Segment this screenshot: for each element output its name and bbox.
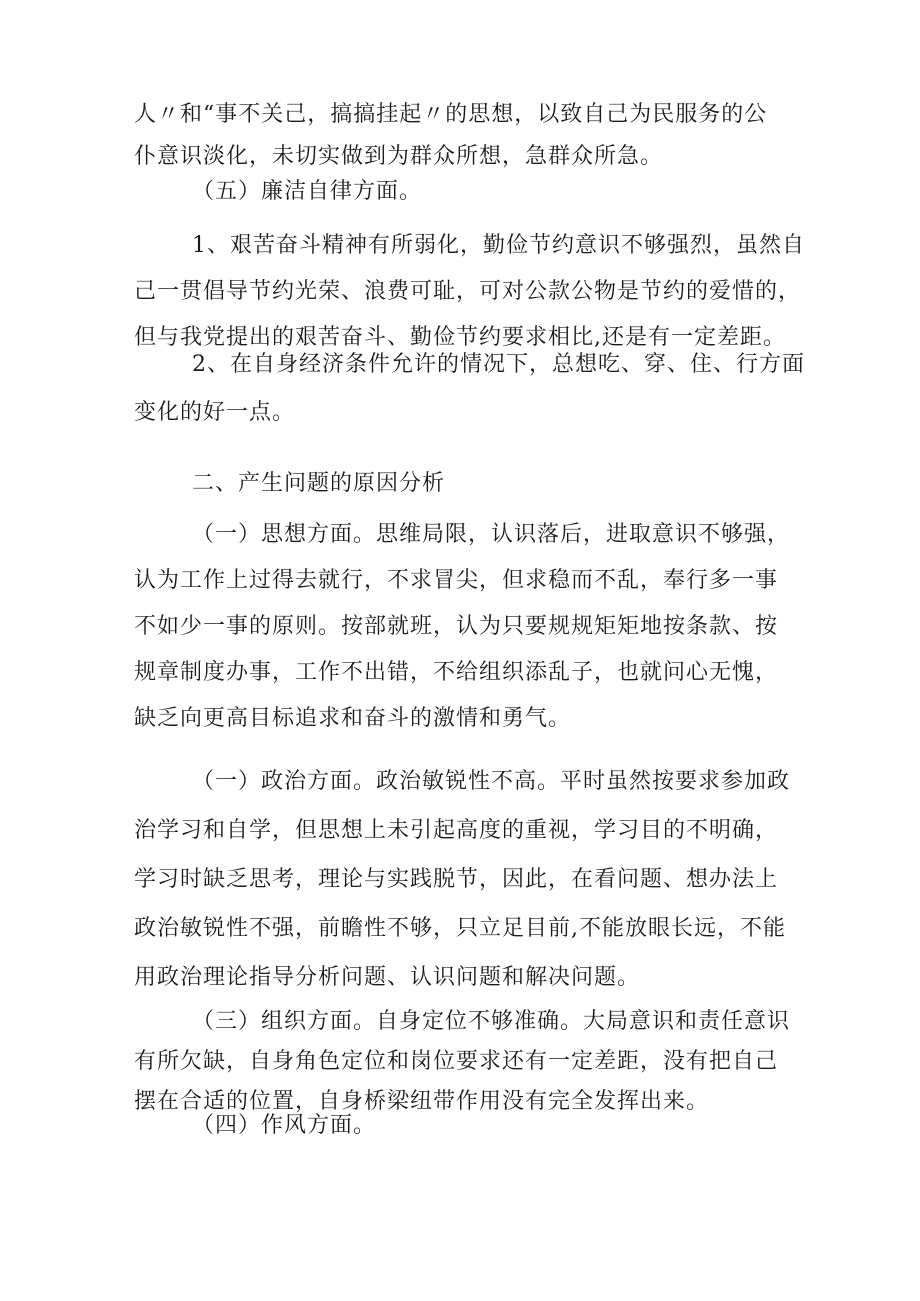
text-line: 人〃和“事不关己，搞搞挂起〃的思想，以致自己为民服务的公 <box>134 102 768 127</box>
text-line: 治学习和自学，但思想上未引起高度的重视，学习目的不明确， <box>134 818 779 843</box>
paragraph-item-2 <box>134 341 805 437</box>
text-line: 有所欠缺，自身角色定位和岗位要求还有一定差距，没有把自己 <box>134 1049 779 1074</box>
text-line: 1、艰苦奋斗精神有所弱化，勤俭节约意识不够强烈，虽然自 <box>192 233 805 258</box>
text-line: 己一贯倡导节约光荣、浪费可耻，可对公款公物是节约的爱惜的， <box>134 279 802 304</box>
text-line: 不如少一事的原则。按部就班，认为只要规规矩矩地按条款、按 <box>134 614 779 639</box>
text-line: （四）作风方面。 <box>192 1113 377 1138</box>
section-heading-cause-analysis <box>134 462 794 505</box>
text-line: 缺乏向更高目标追求和奋斗的激情和勇气。 <box>134 706 572 731</box>
text-line: 2、在自身经济条件允许的情况下，总想吃、穿、住、行方面 <box>192 352 805 377</box>
text-line: （三）组织方面。自身定位不够准确。大局意识和责任意识 <box>192 1009 791 1034</box>
text-line: 变化的好一点。 <box>134 400 296 425</box>
paragraph-continued-thought <box>134 94 794 178</box>
section-heading-work-style <box>134 1104 794 1147</box>
text-line: 二、产生问题的原因分析 <box>192 471 446 496</box>
text-line: 认为工作上过得去就行，不求冒尖，但求稳而不乱，奉行多一事 <box>134 568 779 593</box>
text-line: 摆在合适的位置，自身桥梁纽带作用没有完全发挥出来。 <box>134 1089 710 1114</box>
text-line: 仆意识淡化，未切实做到为群众所想，急群众所急。 <box>134 144 664 169</box>
text-line: （一）思想方面。思维局限，认识落后，进取意识不够强， <box>192 522 791 547</box>
text-line: （一）政治方面。政治敏锐性不高。平时虽然按要求参加政 <box>192 769 791 794</box>
text-line: 规章制度办事，工作不出错，不给组织添乱子，也就问心无愧， <box>134 660 779 685</box>
text-line: 但与我党提出的艰苦奋斗、勤俭节约要求相比,还是有一定差距。 <box>134 325 786 350</box>
text-line: 学习时缺乏思考，理论与实践脱节，因此，在看问题、想办法上 <box>134 867 779 892</box>
text-line: 政治敏锐性不强，前瞻性不够，只立足目前,不能放眼长远，不能 <box>134 916 786 941</box>
paragraph-ideology <box>134 512 794 742</box>
text-line: 用政治理论指导分析问题、认识问题和解决问题。 <box>134 965 641 990</box>
section-heading-integrity <box>134 170 794 213</box>
paragraph-politics <box>134 757 794 1002</box>
text-line: （五）廉洁自律方面。 <box>192 179 423 204</box>
